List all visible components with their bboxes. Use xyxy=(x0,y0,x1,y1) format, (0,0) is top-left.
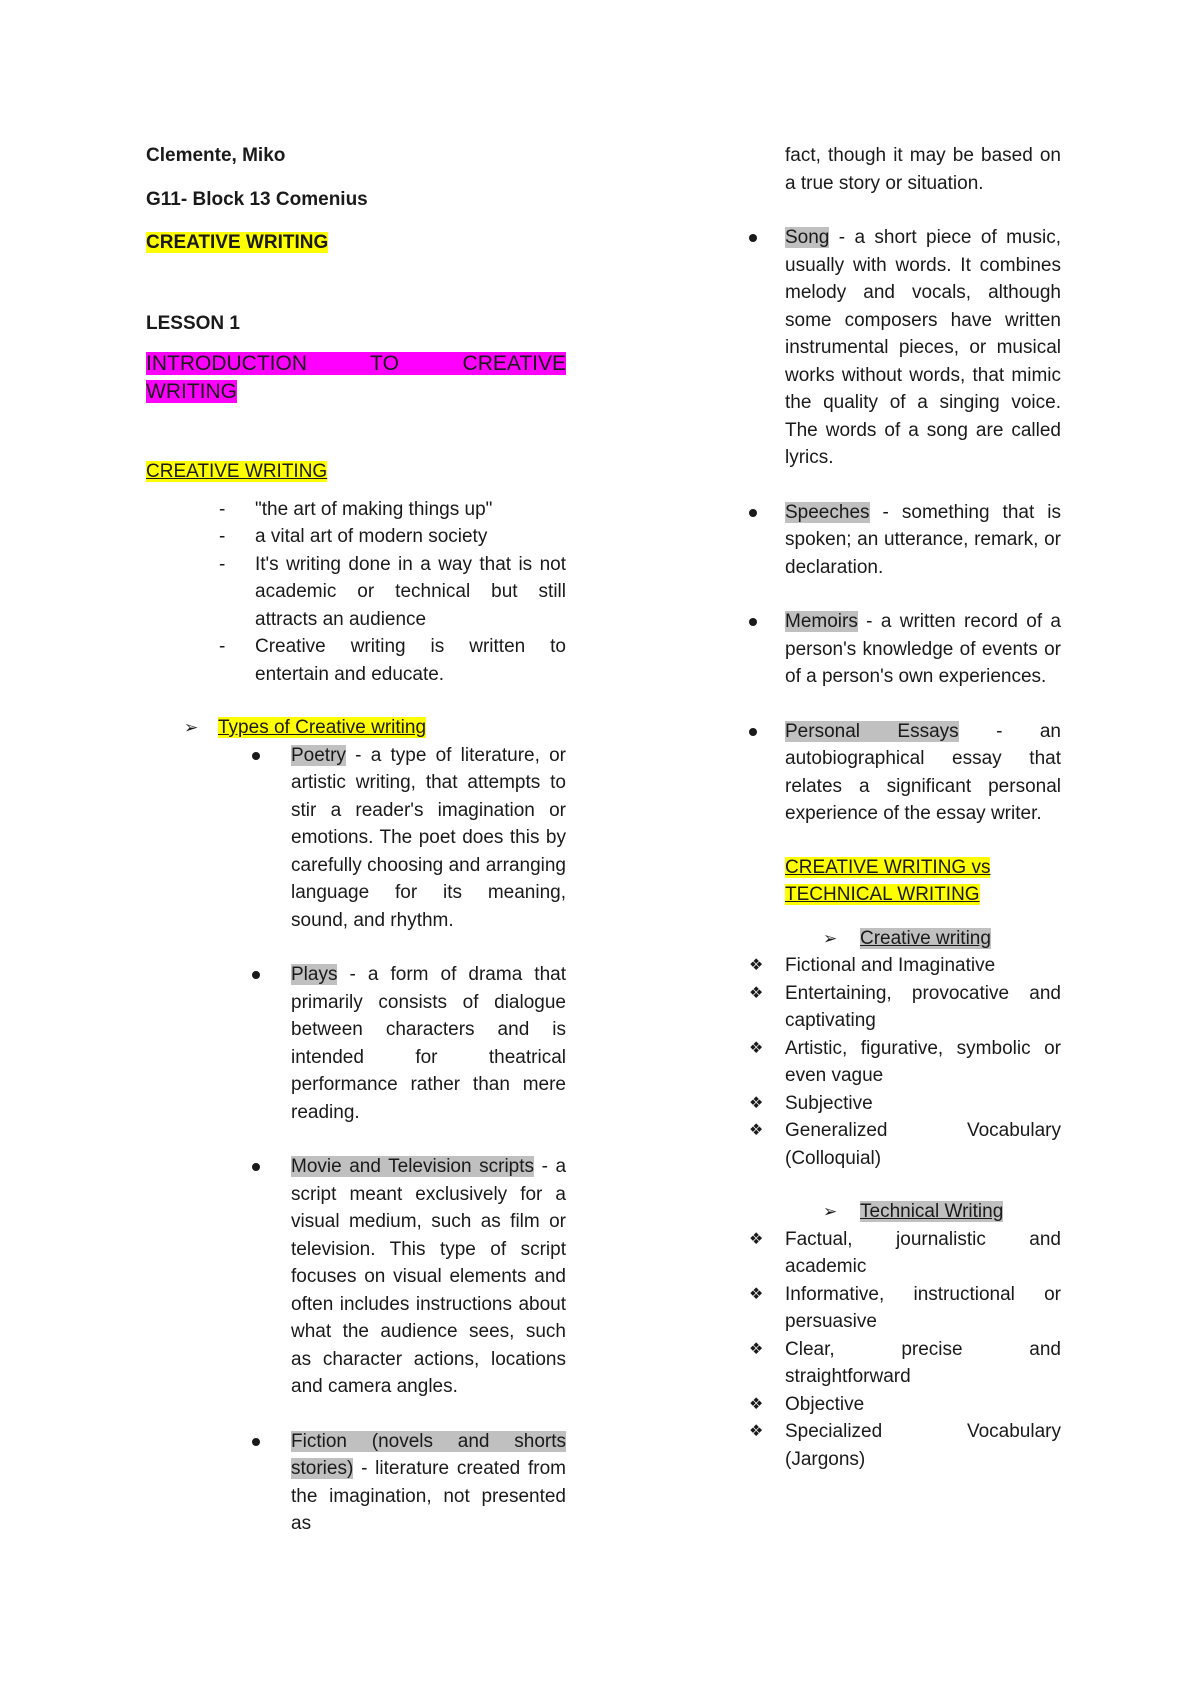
bullet-icon xyxy=(252,971,260,979)
diamond-icon: ❖ xyxy=(749,1230,764,1248)
type-term: Plays xyxy=(291,964,338,985)
diamond-icon: ❖ xyxy=(749,1122,764,1139)
diamond-icon: ❖ xyxy=(749,1340,764,1358)
technical-point xyxy=(749,1281,1061,1336)
technical-points xyxy=(749,1226,1061,1474)
technical-point xyxy=(749,1336,1061,1391)
types-list xyxy=(146,742,566,1538)
type-term: Personal Essays xyxy=(785,720,959,742)
type-term: Song xyxy=(785,227,830,248)
technical-point xyxy=(749,1226,1061,1281)
technical-point-text: Factual, journalistic and academic xyxy=(785,1228,1061,1277)
creative-point xyxy=(749,952,1061,980)
diamond-icon: ❖ xyxy=(749,957,764,974)
type-term: Fiction (novels and shorts stories) xyxy=(291,1430,566,1479)
type-desc: - a written record of a person's knowledge of events or of a person's own experiences. xyxy=(785,611,1061,687)
type-desc: - something that is spoken; an utterance, remark, or declaration. xyxy=(785,501,1061,578)
type-desc: - a script meant exclusively for a visual medium, such as film or television. This type of script focuses on visual elements and often includes instructions about what the audience sees, such as character actions, locations and camera angles. xyxy=(291,1156,567,1397)
creative-point xyxy=(749,1117,1061,1172)
lesson-title-line2: WRITING xyxy=(146,380,237,403)
diamond-icon: ❖ xyxy=(749,1285,764,1303)
definition-item: - "the art of making things up" xyxy=(146,496,566,524)
creative-point xyxy=(749,1035,1061,1090)
creative-point-text: Fictional and Imaginative xyxy=(785,955,996,976)
type-desc: - an autobiographical essay that relates a significant personal experience of the essay writer. xyxy=(785,720,1061,824)
technical-point xyxy=(749,1391,1061,1419)
subject-title-text: CREATIVE WRITING xyxy=(146,232,329,253)
definition-item: - It's writing done in a way that is not academic or technical but still attracts an audience xyxy=(146,551,566,634)
type-term: Memoirs xyxy=(785,611,858,632)
type-desc: - a type of literature, or artistic writing, that attempts to stir a reader's imagination or emotions. The poet does this by carefully choosing and arranging language for its meaning, sound, and rhythm. xyxy=(291,744,566,931)
spacer xyxy=(146,257,566,284)
lesson-title-line1: INTRODUCTION TO CREATIVE xyxy=(146,352,566,375)
diamond-icon: ❖ xyxy=(749,1039,764,1057)
creative-point-text: Artistic, figurative, symbolic or even vague xyxy=(785,1037,1061,1086)
type-desc: - a form of drama that primarily consists of dialogue between characters and is intended for theatrical performance rather than mere reading. xyxy=(291,964,566,1123)
creative-point-text: Subjective xyxy=(785,1092,873,1114)
comparison-heading-text: CREATIVE WRITING vs TECHNICAL WRITING xyxy=(785,856,991,905)
type-item-speeches xyxy=(785,499,1061,582)
type-desc: - a short piece of music, usually with words. It combines melody and vocals, although some composers have written instrumental pieces, or musical works without words, that mimic the quality of a singing voice. The words of a song are called lyrics. xyxy=(785,227,1061,468)
type-item-memoirs xyxy=(785,608,1061,691)
diamond-icon: ❖ xyxy=(749,1423,764,1440)
creative-point xyxy=(749,980,1061,1035)
bullet-icon xyxy=(749,728,757,736)
type-item-song xyxy=(785,224,1061,472)
technical-subheading-text: Technical Writing xyxy=(860,1201,1004,1222)
definition-item: - a vital art of modern society xyxy=(146,523,566,551)
type-item-poetry xyxy=(146,742,566,935)
diamond-icon: ❖ xyxy=(749,1395,764,1413)
bullet-icon xyxy=(252,752,260,760)
types-heading xyxy=(146,714,566,742)
bullet-icon xyxy=(252,1438,260,1446)
types-list-continued xyxy=(785,224,1061,828)
arrow-icon: ➢ xyxy=(184,718,199,737)
bullet-icon xyxy=(749,509,757,517)
type-item-plays xyxy=(146,961,566,1126)
arrow-icon: ➢ xyxy=(823,1202,838,1221)
type-term: Poetry xyxy=(291,744,346,766)
lesson-title xyxy=(146,350,566,406)
technical-point xyxy=(749,1418,1061,1473)
technical-point-text: Clear, precise and straightforward xyxy=(785,1338,1061,1387)
bullet-icon xyxy=(749,234,757,242)
creative-point xyxy=(749,1090,1061,1118)
lesson-label: LESSON 1 xyxy=(146,312,240,334)
creative-points xyxy=(749,952,1061,1172)
creative-writing-heading-text: CREATIVE WRITING xyxy=(146,461,328,482)
type-item-scripts xyxy=(146,1153,566,1401)
types-heading-text: Types of Creative writing xyxy=(218,717,427,738)
technical-subheading xyxy=(785,1198,1061,1226)
student-section: G11- Block 13 Comenius xyxy=(146,188,368,210)
technical-point-text: Specialized Vocabulary (Jargons) xyxy=(785,1421,1061,1470)
definition-item: - Creative writing is written to entertain and educate. xyxy=(146,633,566,688)
arrow-icon: ➢ xyxy=(823,928,838,948)
creative-subheading-text: Creative writing xyxy=(860,927,991,949)
type-item-personal-essays xyxy=(785,718,1061,828)
definitions-list xyxy=(146,496,566,689)
diamond-icon: ❖ xyxy=(749,984,764,1002)
subject-title xyxy=(146,229,566,257)
left-column xyxy=(146,142,566,1538)
creative-writing-heading xyxy=(146,458,566,486)
comparison-heading xyxy=(785,854,1061,909)
bullet-icon xyxy=(749,618,757,626)
bullet-icon xyxy=(252,1163,260,1171)
creative-point-text: Generalized Vocabulary (Colloquial) xyxy=(785,1120,1061,1169)
type-term: Speeches xyxy=(785,501,870,523)
creative-point-text: Entertaining, provocative and captivating xyxy=(785,982,1061,1031)
type-term: Movie and Television scripts xyxy=(291,1156,535,1177)
technical-point-text: Objective xyxy=(785,1393,865,1415)
type-desc: - literature created from the imagination, not presented as xyxy=(291,1458,566,1534)
creative-subheading xyxy=(785,925,1061,953)
student-name: Clemente, Miko xyxy=(146,145,286,166)
fiction-continued: fact, though it may be based on a true story or situation. xyxy=(785,145,1061,194)
right-column xyxy=(749,142,1061,1473)
type-item-fiction xyxy=(146,1428,566,1538)
technical-point-text: Informative, instructional or persuasive xyxy=(785,1283,1061,1332)
diamond-icon: ❖ xyxy=(749,1094,764,1112)
